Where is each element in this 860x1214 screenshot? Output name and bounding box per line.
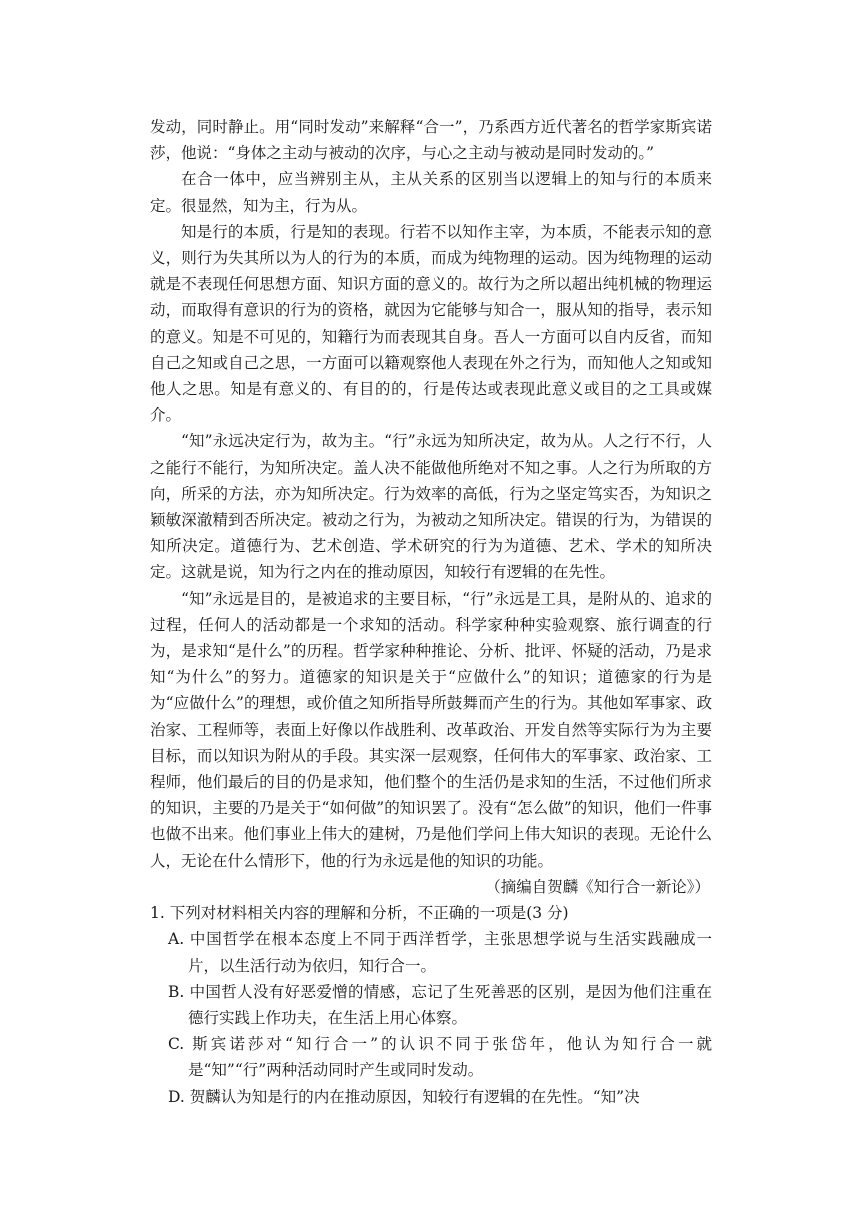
option-c <box>150 1031 712 1083</box>
option-a-text: A. 中国哲学在根本态度上不同于西洋哲学，主张思想学说与生活实践融成一片，以生活行动为依归，知行合一。 <box>168 930 712 975</box>
document-page <box>150 114 712 1110</box>
article-paragraph: 在合一体中，应当辨别主从，主从关系的区别当以逻辑上的知与行的本质来定。很显然，知为主，行为从。 <box>150 170 712 215</box>
option-d <box>150 1084 712 1110</box>
option-a <box>150 926 712 978</box>
option-c-text: C. 斯宾诺莎对“知行合一”的认识不同于张岱年，他认为知行合一就是“知”“行”两种活动同时产生或同时发动。 <box>168 1035 712 1080</box>
article-paragraph: “知”永远是目的，是被追求的主要目标，“行”永远是工具，是附从的、追求的过程，任何人的活动都是一个求知的活动。科学家种种实验观察、旅行调查的行为，是求知“是什么”的历程。哲学家种种推论、分析、批评、怀疑的活动，乃是求知“为什么”的努力。道德家的知识是关于“应做什么”的知识；道德家的行为是为“应做什么”的理想，或价值之知所指导所鼓舞而产生的行为。其他如军事家、政治家、工程师等，表面上好像以作战胜利、改革政治、开发自然等实际行为为主要目标，而以知识为附从的手段。其实深一层观察，任何伟大的军事家、政治家、工程师，他们最后的目的仍是求知，他们整个的生活仍是求知的生活，不过他们所求的知识，主要的乃是关于“如何做”的知识罢了。没有“怎么做”的知识，他们一件事也做不出来。他们事业上伟大的建树，乃是他们学问上伟大知识的表现。无论什么人，无论在什么情形下，他的行为永远是他的知识的功能。 <box>150 589 712 870</box>
article-paragraph: 知是行的本质，行是知的表现。行若不以知作主宰，为本质，不能表示知的意义，则行为失其所以为人的行为的本质，而成为纯物理的运动。因为纯物理的运动就是不表现任何思想方面、知识方面的意义的。故行为之所以超出纯机械的物理运动，而取得有意识的行为的资格，就因为它能够与知合一，服从知的指导，表示知的意义。知是不可见的，知籍行为而表现其自身。吾人一方面可以自内反省，而知自己之知或自己之思，一方面可以籍观察他人表现在外之行为，而知他人之知或知他人之思。知是有意义的、有目的的，行是传达或表现此意义或目的之工具或媒介。 <box>150 222 712 425</box>
question-stem: 1. 下列对材料相关内容的理解和分析，不正确的一项是(3 分) <box>150 904 569 923</box>
source-citation: （摘编自贺麟《知行合一新论》） <box>485 877 710 896</box>
option-d-text: D. 贺麟认为知是行的内在推动原因，知较行有逻辑的在先性。“知”决 <box>168 1087 640 1106</box>
option-b <box>150 979 712 1031</box>
article-paragraph: “知”永远决定行为，故为主。“行”永远为知所决定，故为从。人之行不行，人之能行不能行，为知所决定。盖人决不能做他所绝对不知之事。人之行为所取的方向，所采的方法，亦为知所决定。行为效率的高低，行为之坚定笃实否，为知识之颖敏深澈精到否所决定。被动之行为，为被动之知所决定。错误的行为，为错误的知所决定。道德行为、艺术创造、学术研究的行为为道德、艺术、学术的知所决定。这就是说，知为行之内在的推动原因，知较行有逻辑的在先性。 <box>150 432 712 582</box>
option-b-text: B. 中国哲人没有好恶爱憎的情感，忘记了生死善恶的区别，是因为他们注重在德行实践上作功夫，在生活上用心体察。 <box>168 982 712 1027</box>
article-paragraph-continued: 发动，同时静止。用“同时发动”来解释“合一”，乃系西方近代著名的哲学家斯宾诺莎，他说：“身体之主动与被动的次序，与心之主动与被动是同时发动的。” <box>150 118 712 163</box>
